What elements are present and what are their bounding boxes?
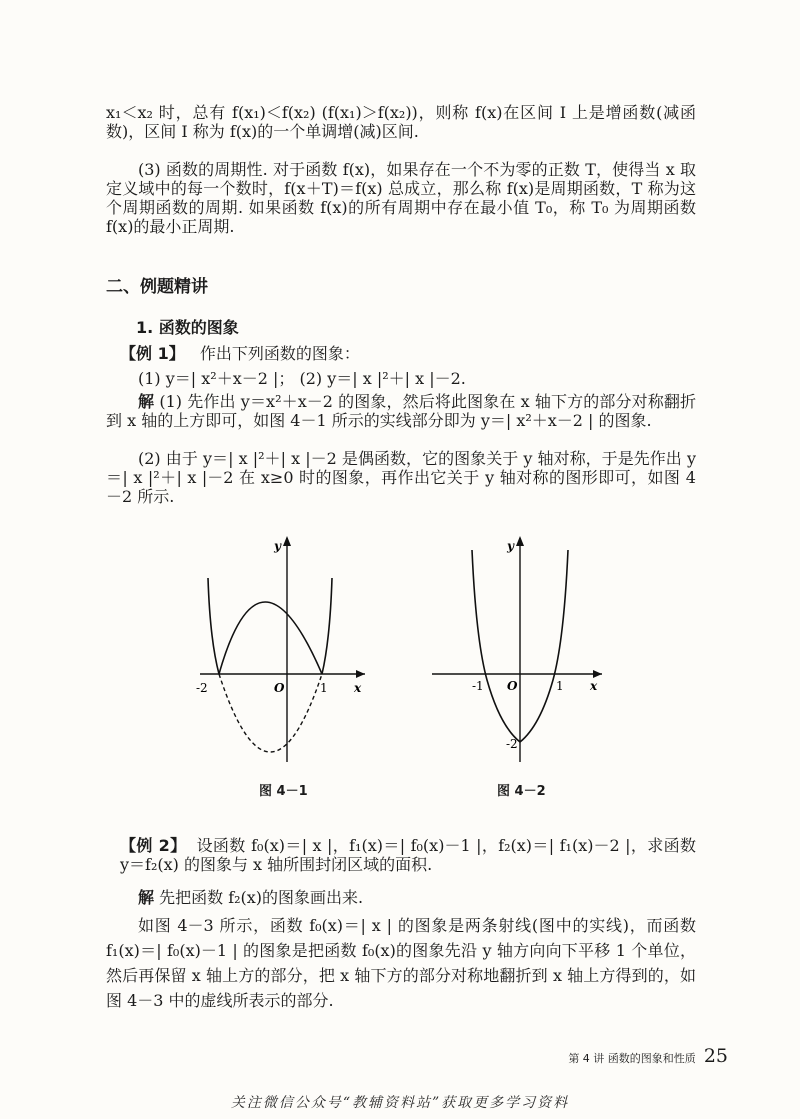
example-1 bbox=[120, 341, 360, 364]
example-1-items: (1) y＝| x²＋x－2 |； (2) y＝| x |²＋| x |－2. bbox=[138, 369, 466, 388]
solid-curve-reflected-arc bbox=[219, 602, 322, 674]
x-axis-arrow-icon bbox=[593, 670, 602, 678]
solid-curve-right-branch bbox=[322, 578, 332, 674]
origin-label: O bbox=[507, 679, 518, 693]
example-2 bbox=[120, 836, 696, 874]
tick-label-neg2: -2 bbox=[196, 681, 208, 695]
figure-4-1 bbox=[190, 530, 370, 770]
figure-4-2-graph bbox=[430, 530, 610, 770]
page-footer bbox=[568, 1045, 728, 1067]
subsection-heading: 1. 函数的图象 bbox=[136, 318, 239, 337]
figure-4-2-caption: 图 4－2 bbox=[497, 784, 546, 799]
tick-label-neg2: -2 bbox=[506, 737, 518, 751]
y-axis-label: y bbox=[274, 539, 281, 553]
paragraph-figure-4-3-explanation: 如图 4－3 所示，函数 f₀(x)＝| x | 的图象是两条射线(图中的实线)，而函数 f₁(x)＝| f₀(x)－1 | 的图象是把函数 f₀(x)的图象先沿 y 轴方向向下平移 1 个单位，然后再保留 x 轴上方的部分，把 x 轴下方的部分对称地翻折到 x 轴上方得到的，如图 4－3 中的虚线所表示的部分. bbox=[106, 916, 696, 1010]
x-axis-label: x bbox=[354, 681, 362, 695]
figure-4-2 bbox=[430, 530, 610, 770]
footer-lecture-title: 第 4 讲 函数的图象和性质 bbox=[568, 1052, 696, 1065]
solution-3-text: 先把函数 f₂(x)的图象画出来. bbox=[159, 888, 364, 907]
curve-left-half bbox=[472, 550, 520, 742]
solution-2: (2) 由于 y＝| x |²＋| x |－2 是偶函数，它的图象关于 y 轴对称，于是先作出 y＝| x |²＋| x |－2 在 x≥0 时的图象，再作出它关于 y 轴对称的图形即可，如图 4－2 所示. bbox=[106, 449, 696, 506]
example-1-label: 【例 1】 bbox=[120, 344, 185, 363]
solution-1 bbox=[106, 392, 696, 430]
figure-4-1-caption: 图 4－1 bbox=[259, 784, 308, 799]
bottom-watermark-banner: 关注微信公众号“教辅资料站”获取更多学习资料 bbox=[230, 1095, 570, 1111]
paragraph-monotonic-definition: x₁＜x₂ 时，总有 f(x₁)＜f(x₂) (f(x₁)＞f(x₂))，则称 f(x)在区间 I 上是增函数(减函数)，区间 I 称为 f(x)的一个单调增(减)区间. bbox=[106, 103, 696, 141]
tick-label-1: 1 bbox=[320, 681, 328, 695]
section-heading: 二、例题精讲 bbox=[106, 277, 208, 297]
origin-label: O bbox=[274, 681, 285, 695]
figure-4-1-graph bbox=[190, 530, 370, 770]
page-number: 25 bbox=[703, 1045, 728, 1067]
x-axis-label: x bbox=[590, 679, 598, 693]
solution-3-label: 解 bbox=[138, 888, 155, 907]
tick-label-1: 1 bbox=[556, 679, 564, 693]
paragraph-periodicity: (3) 函数的周期性. 对于函数 f(x)，如果存在一个不为零的正数 T，使得当 x 取定义域中的每一个数时，f(x＋T)＝f(x) 总成立，那么称 f(x)是周期函数，T 称为这个周期函数的周期. 如果函数 f(x)的所有周期中存在最小值 T₀，称 T₀ 为周期函数 f(x)的最小正周期. bbox=[106, 160, 696, 236]
solid-curve-left-branch bbox=[208, 578, 219, 674]
tick-label-neg1: -1 bbox=[472, 679, 484, 693]
solution-3 bbox=[106, 888, 696, 907]
solution-1-text: (1) 先作出 y＝x²＋x－2 的图象，然后将此图象在 x 轴下方的部分对称翻折到 x 轴的上方即可，如图 4－1 所示的实线部分即为 y＝| x²＋x－2 | 的图象. bbox=[106, 392, 696, 430]
y-axis-label: y bbox=[507, 539, 514, 553]
curve-right-half bbox=[520, 550, 568, 742]
example-2-label: 【例 2】 bbox=[120, 836, 187, 855]
example-2-text: 设函数 f₀(x)＝| x |，f₁(x)＝| f₀(x)－1 |，f₂(x)＝| f₁(x)－2 |，求函数 y＝f₂(x) 的图象与 x 轴所围封闭区域的面积. bbox=[120, 836, 696, 874]
dashed-curve-original-below-axis bbox=[219, 674, 322, 752]
solution-1-label: 解 bbox=[138, 392, 155, 411]
y-axis-arrow-icon bbox=[516, 536, 524, 546]
example-1-text: 作出下列函数的图象： bbox=[199, 344, 360, 363]
y-axis-arrow-icon bbox=[283, 536, 291, 546]
x-axis-arrow-icon bbox=[356, 670, 365, 678]
